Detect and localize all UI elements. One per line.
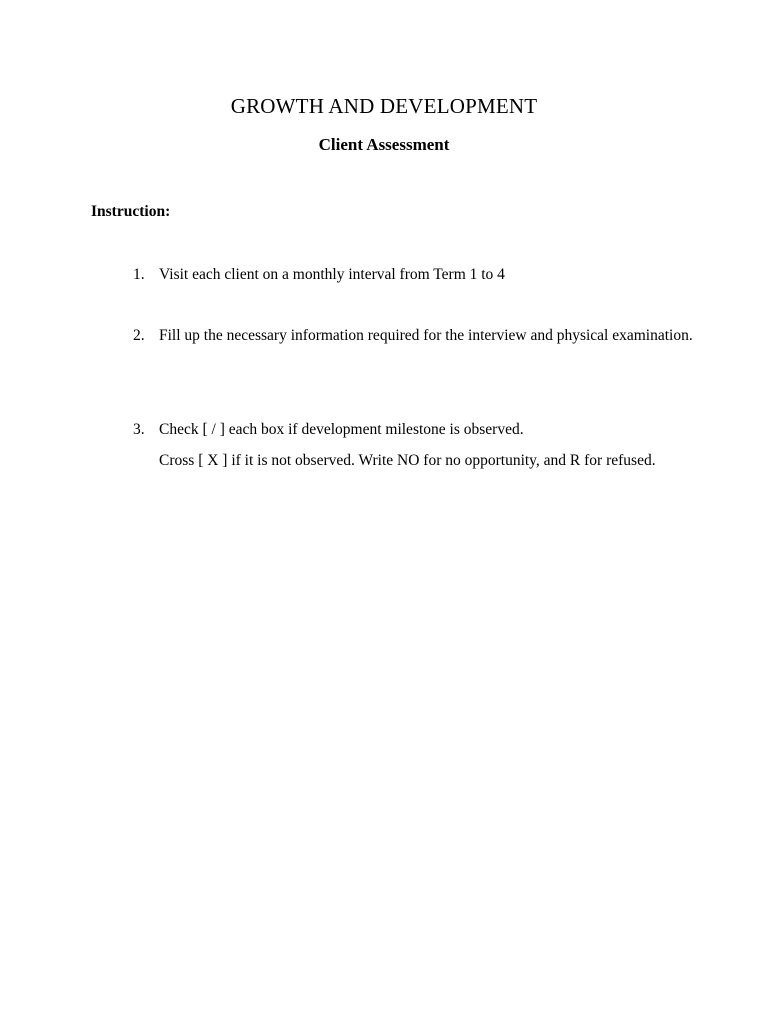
document-subtitle: Client Assessment: [318, 135, 450, 154]
instruction-item-3: [133, 414, 693, 476]
instruction-label: Instruction:: [91, 203, 171, 220]
instruction-item-1: [133, 259, 693, 290]
item-text: Visit each client on a monthly interval from Term 1 to 4: [159, 266, 505, 283]
item-number: 1.: [133, 266, 145, 283]
item-number: 3.: [133, 421, 145, 438]
item-text: Check [ / ] each box if development milestone is observed.: [159, 421, 524, 438]
item-text: Fill up the necessary information required for the interview and physical examination.: [159, 327, 693, 344]
item-number: 2.: [133, 327, 145, 344]
item-text-continued: Cross [ X ] if it is not observed. Write NO for no opportunity, and R for refused.: [159, 452, 656, 469]
document-title: GROWTH AND DEVELOPMENT: [230, 94, 538, 118]
instruction-item-2: [133, 320, 693, 351]
